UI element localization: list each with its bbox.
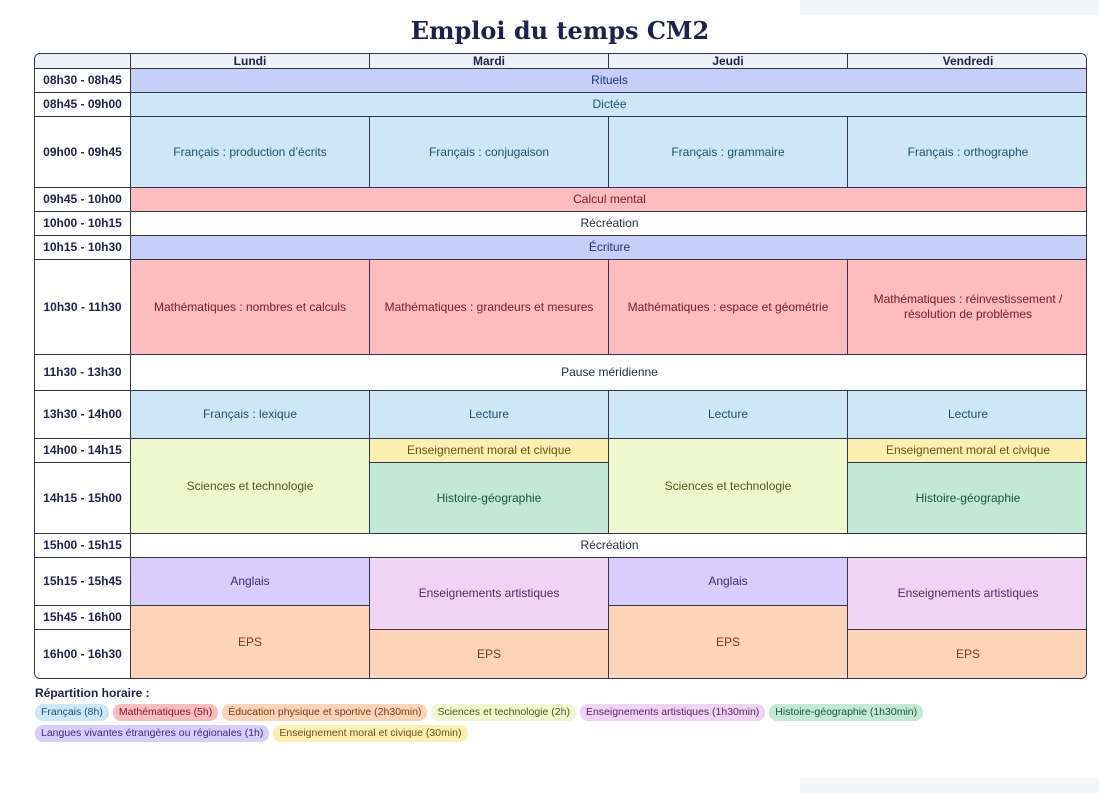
time-slot: 10h15 - 10h30 — [35, 236, 131, 260]
legend-item-arts: Enseignements artistiques (1h30min) — [580, 704, 765, 721]
time-slot: 14h15 - 15h00 — [35, 463, 131, 534]
time-slot: 08h30 - 08h45 — [35, 69, 131, 93]
page-title: Emploi du temps CM2 — [410, 16, 710, 45]
time-slot: 10h00 - 10h15 — [35, 212, 131, 236]
lesson-francais-vendredi: Français : orthographe — [848, 117, 1087, 188]
lesson-eps-mardi: EPS — [370, 630, 609, 678]
lesson-arts-vendredi: Enseignements artistiques — [848, 558, 1087, 630]
lesson-emc-mardi: Enseignement moral et civique — [370, 439, 609, 463]
lunch-break: Pause méridienne — [131, 355, 1087, 391]
time-slot: 10h30 - 11h30 — [35, 260, 131, 355]
legend-item-sciences: Sciences et technologie (2h) — [431, 704, 576, 721]
lesson-anglais-jeudi: Anglais — [609, 558, 848, 606]
lesson-maths-lundi: Mathématiques : nombres et calculs — [131, 260, 370, 355]
legend-item-mathematiques: Mathématiques (5h) — [113, 704, 218, 721]
lesson-lecture-vendredi: Lecture — [848, 391, 1087, 439]
lesson-maths-vendredi: Mathématiques : réinvestissement / résolution de problèmes — [848, 260, 1087, 355]
legend-item-francais: Français (8h) — [35, 704, 109, 721]
lesson-lexique-lundi: Français : lexique — [131, 391, 370, 439]
lesson-francais-mardi: Français : conjugaison — [370, 117, 609, 188]
time-slot: 11h30 - 13h30 — [35, 355, 131, 391]
legend-item-langues: Langues vivantes étrangères ou régionales (1h) — [35, 725, 269, 742]
day-header-lundi: Lundi — [131, 54, 370, 69]
day-header-vendredi: Vendredi — [848, 54, 1087, 69]
time-slot: 08h45 - 09h00 — [35, 93, 131, 117]
lesson-dictee: Dictée — [131, 93, 1087, 117]
lesson-ecriture: Écriture — [131, 236, 1087, 260]
lesson-emc-vendredi: Enseignement moral et civique — [848, 439, 1087, 463]
recreation-afternoon: Récréation — [131, 534, 1087, 558]
lesson-eps-lundi: EPS — [131, 606, 370, 678]
lesson-maths-jeudi: Mathématiques : espace et géométrie — [609, 260, 848, 355]
time-slot: 15h45 - 16h00 — [35, 606, 131, 630]
time-slot: 13h30 - 14h00 — [35, 391, 131, 439]
lesson-histoire-geo-mardi: Histoire-géographie — [370, 463, 609, 534]
lesson-maths-mardi: Mathématiques : grandeurs et mesures — [370, 260, 609, 355]
lesson-histoire-geo-vendredi: Histoire-géographie — [848, 463, 1087, 534]
lesson-francais-jeudi: Français : grammaire — [609, 117, 848, 188]
header-corner — [35, 54, 131, 69]
day-header-jeudi: Jeudi — [609, 54, 848, 69]
time-slot: 09h00 - 09h45 — [35, 117, 131, 188]
time-slot: 14h00 - 14h15 — [35, 439, 131, 463]
recreation-morning: Récréation — [131, 212, 1087, 236]
legend-item-eps: Éducation physique et sportive (2h30min) — [222, 704, 427, 721]
top-right-panel — [800, 0, 1099, 15]
lesson-calcul-mental: Calcul mental — [131, 188, 1087, 212]
lesson-sciences-jeudi: Sciences et technologie — [609, 439, 848, 534]
legend-title: Répartition horaire : — [35, 686, 150, 700]
lesson-lecture-jeudi: Lecture — [609, 391, 848, 439]
bottom-right-panel — [800, 778, 1099, 793]
legend-item-emc: Enseignement moral et civique (30min) — [273, 725, 467, 742]
lesson-sciences-lundi: Sciences et technologie — [131, 439, 370, 534]
legend-item-histoire-geo: Histoire-géographie (1h30min) — [769, 704, 923, 721]
time-slot: 15h15 - 15h45 — [35, 558, 131, 606]
time-slot: 16h00 - 16h30 — [35, 630, 131, 678]
day-header-mardi: Mardi — [370, 54, 609, 69]
legend — [35, 704, 995, 742]
lesson-eps-vendredi: EPS — [848, 630, 1087, 678]
lesson-eps-jeudi: EPS — [609, 606, 848, 678]
lesson-francais-lundi: Français : production d’écrits — [131, 117, 370, 188]
lesson-rituels: Rituels — [131, 69, 1087, 93]
time-slot: 15h00 - 15h15 — [35, 534, 131, 558]
lesson-anglais-lundi: Anglais — [131, 558, 370, 606]
timetable-grid — [34, 53, 1087, 679]
time-slot: 09h45 - 10h00 — [35, 188, 131, 212]
lesson-arts-mardi: Enseignements artistiques — [370, 558, 609, 630]
lesson-lecture-mardi: Lecture — [370, 391, 609, 439]
